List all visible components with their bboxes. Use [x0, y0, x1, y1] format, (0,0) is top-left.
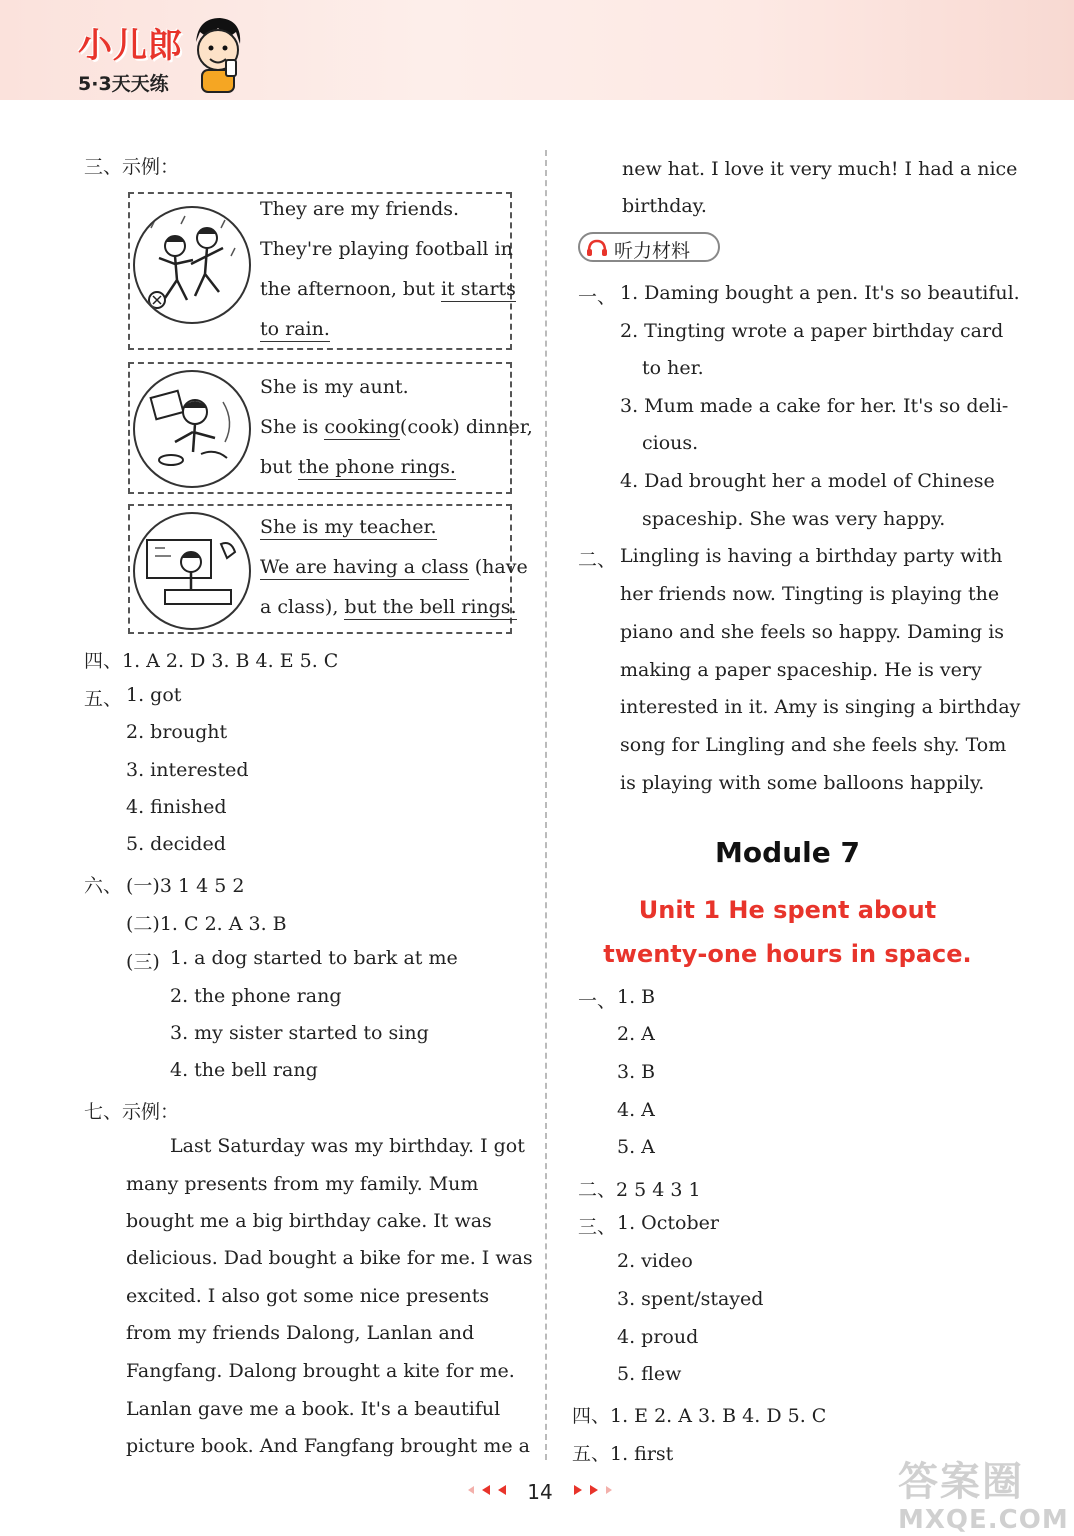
essay-line: excited. I also got some nice presents [126, 1285, 490, 1307]
answers-1-item: 4. A [617, 1099, 655, 1121]
listening-1-line: 2. Tingting wrote a paper birthday card [620, 320, 1004, 342]
example-box-friends [128, 192, 516, 350]
essay-line: Fangfang. Dalong brought a kite for me. [126, 1360, 515, 1382]
watermark-url: MXQE.COM [898, 1505, 1069, 1535]
essay-line: picture book. And Fangfang brought me a [126, 1435, 530, 1457]
section-6-part-3-item: 4. the bell rang [170, 1059, 318, 1081]
classroom-picture [133, 512, 251, 630]
box1-line2: They're playing football in [260, 238, 513, 260]
box1-answer-2: to rain. [260, 318, 330, 340]
section-3-label: 三、示例： [84, 156, 180, 178]
essay-continued-line: birthday. [622, 195, 707, 217]
headphones-icon [586, 239, 608, 257]
listening-2-line: piano and she feels so happy. Daming is [620, 621, 1005, 643]
listening-1-line: 1. Daming bought a pen. It's so beautiful. [620, 282, 1020, 304]
box3-answer-2: We are having a class [260, 556, 469, 578]
listening-2-line: is playing with some balloons happily. [620, 772, 985, 794]
section-5-item: 5. decided [126, 833, 226, 855]
answers-3-item: 1. October [617, 1212, 719, 1234]
section-7-label: 七、示例： [84, 1101, 180, 1123]
answers-4: 四、1. E 2. A 3. B 4. D 5. C [572, 1405, 827, 1427]
listening-material-label: 听力材料 [614, 240, 691, 262]
unit-title-line2: twenty-one hours in space. [603, 940, 972, 968]
section-5-item: 1. got [126, 684, 182, 706]
section-6-part-3-item: 3. my sister started to sing [170, 1022, 429, 1044]
essay-line: many presents from my family. Mum [126, 1173, 479, 1195]
box3-line3 [260, 596, 517, 618]
answers-5: 五、1. first [572, 1443, 674, 1465]
answers-3-item: 4. proud [617, 1326, 699, 1348]
answers-3-item: 3. spent/stayed [617, 1288, 764, 1310]
box1-line3-text: the afternoon, but [260, 278, 441, 300]
listening-2-line: making a paper spaceship. He is very [620, 659, 982, 681]
box3-line3-text: a class), [260, 596, 345, 618]
answers-3-item: 5. flew [617, 1363, 682, 1385]
football-picture [133, 206, 251, 324]
listening-1-line: cious. [642, 432, 699, 454]
listening-2-label: 二、 [578, 549, 617, 571]
series-title: 5·3天天练 [78, 73, 169, 95]
section-6-part-3-item: 1. a dog started to bark at me [170, 947, 458, 969]
section-5-item: 2. brought [126, 721, 228, 743]
box3-line1 [260, 516, 437, 538]
brand-title: 小儿郎 [78, 26, 183, 66]
section-5-item: 3. interested [126, 759, 249, 781]
teacher-class-icon [135, 514, 249, 628]
cooking-picture [133, 370, 251, 488]
answers-1-item: 3. B [617, 1061, 656, 1083]
essay-line: Lanlan gave me a book. It's a beautiful [126, 1398, 501, 1420]
box2-line3-text: but [260, 456, 299, 478]
module-title: Module 7 [715, 836, 860, 869]
box2-line1: She is my aunt. [260, 376, 409, 398]
answers-2: 二、2 5 4 3 1 [578, 1179, 701, 1201]
listening-2-line: her friends now. Tingting is playing the [620, 583, 1000, 605]
listening-1-line: to her. [642, 357, 704, 379]
box2-line2-text: She is [260, 416, 325, 438]
box3-line2-rest: (have [468, 556, 528, 578]
essay-line: from my friends Dalong, Lanlan and [126, 1322, 475, 1344]
section-5-label: 五、 [84, 688, 123, 710]
box3-answer-3: but the bell rings. [344, 596, 517, 618]
watermark-logo: 答案圈 [898, 1459, 1024, 1505]
column-divider [545, 150, 547, 1460]
box1-line1: They are my friends. [260, 198, 460, 220]
example-box-aunt [128, 362, 533, 494]
essay-continued-line: new hat. I love it very much! I had a nice [622, 158, 1018, 180]
essay-line: Last Saturday was my birthday. I got [170, 1135, 525, 1157]
box2-line3 [260, 456, 456, 478]
listening-1-line: spaceship. She was very happy. [642, 508, 946, 530]
essay-line: bought me a big birthday cake. It was [126, 1210, 492, 1232]
answers-1-item: 2. A [617, 1023, 655, 1045]
box1-answer-1: it starts [440, 278, 516, 300]
listening-1-label: 一、 [578, 286, 617, 308]
box3-line2 [260, 556, 528, 578]
section-6-part-3-label: (三) [126, 951, 160, 973]
listening-1-line: 3. Mum made a cake for her. It's so deli- [620, 395, 1009, 417]
section-4-answers: 四、1. A 2. D 3. B 4. E 5. C [84, 650, 339, 672]
box1-line4 [260, 318, 344, 340]
section-6-label: 六、 [84, 875, 123, 897]
box2-answer-1: cooking [324, 416, 400, 438]
next-page-icon [568, 1482, 620, 1502]
page-footer [450, 1480, 630, 1504]
aunt-cooking-icon [135, 372, 249, 486]
mascot-boy-icon [188, 14, 248, 94]
answers-3-label: 三、 [578, 1216, 617, 1238]
section-5-item: 4. finished [126, 796, 227, 818]
listening-2-line: interested in it. Amy is singing a birthday [620, 696, 1021, 718]
watermark [898, 1450, 1069, 1535]
section-6-part-3-item: 2. the phone rang [170, 985, 342, 1007]
listening-2-line: Lingling is having a birthday party with [620, 545, 1003, 567]
answers-1-item: 5. A [617, 1136, 655, 1158]
listening-1-line: 4. Dad brought her a model of Chinese [620, 470, 995, 492]
listening-2-line: song for Lingling and she feels shy. Tom [620, 734, 1007, 756]
box2-line2 [260, 416, 533, 438]
brand-logo [78, 18, 183, 96]
box1-line3 [260, 278, 516, 300]
box3-answer-1: She is my teacher. [260, 516, 437, 538]
answers-3-item: 2. video [617, 1250, 693, 1272]
box2-line2-rest: (cook) dinner, [399, 416, 533, 438]
section-6-part-2: (二)1. C 2. A 3. B [126, 913, 287, 935]
section-6-part-1: (一)3 1 4 5 2 [126, 875, 245, 897]
box2-answer-2: the phone rings. [298, 456, 456, 478]
example-box-teacher [128, 504, 528, 634]
prev-page-icon [460, 1482, 512, 1502]
unit-title-line1: Unit 1 He spent about [638, 896, 937, 924]
boys-football-icon [135, 208, 249, 322]
listening-material-badge [578, 232, 720, 262]
answers-1-item: 1. B [617, 986, 656, 1008]
page-number: 14 [527, 1480, 553, 1504]
essay-line: delicious. Dad bought a bike for me. I was [126, 1247, 533, 1269]
answers-1-label: 一、 [578, 990, 617, 1012]
